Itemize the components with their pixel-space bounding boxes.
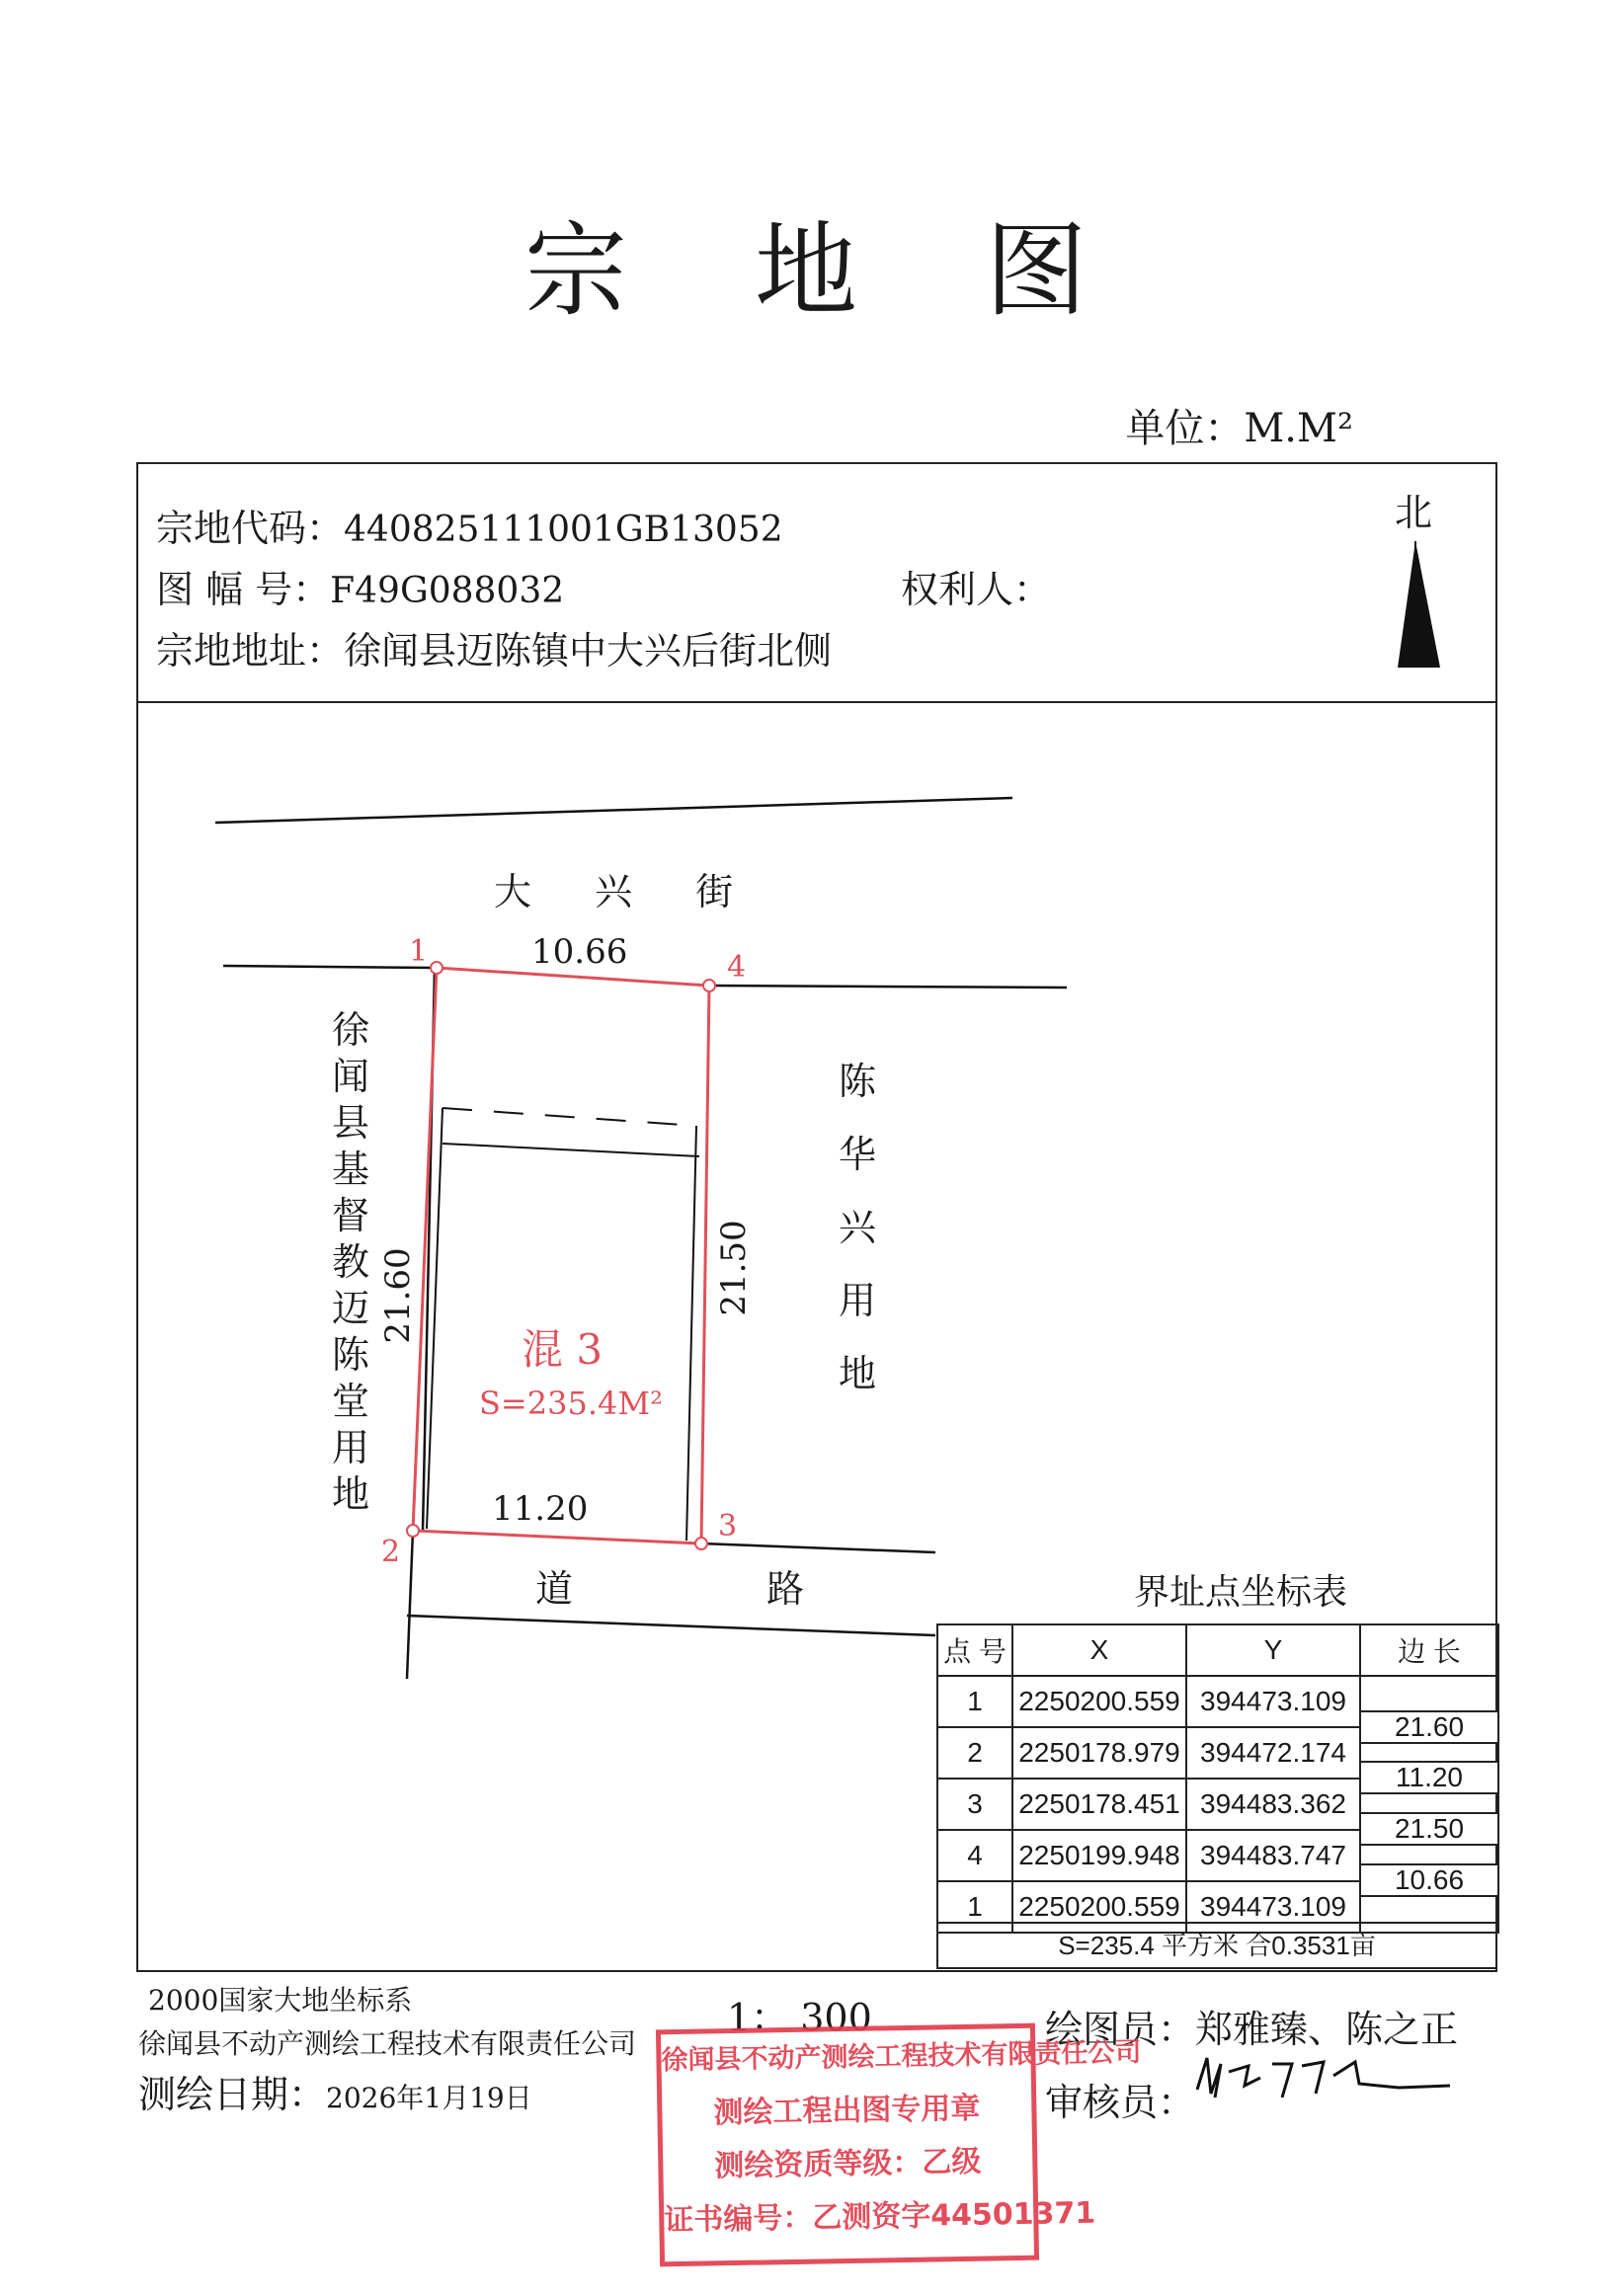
table-row [937, 1676, 1498, 1727]
edge-length-bottom: 11.20 [492, 1489, 589, 1529]
edge-length-top: 10.66 [531, 932, 628, 972]
sheet-no-value: F49G088032 [330, 571, 565, 611]
cell-y: 394483.362 [1186, 1779, 1360, 1830]
boundary-point-2 [407, 1525, 419, 1537]
cell-edge [1360, 1676, 1498, 1742]
col-header-edge: 边 长 [1360, 1624, 1498, 1676]
edge-length-value: 10.66 [1361, 1863, 1497, 1897]
cell-x: 2250200.559 [1012, 1881, 1186, 1933]
table-header-row [937, 1624, 1498, 1676]
road-north-label: 大 兴 街 [494, 870, 760, 913]
cell-y: 394472.174 [1186, 1727, 1360, 1779]
cell-pt: 1 [937, 1881, 1012, 1933]
survey-date-row [138, 2064, 532, 2118]
west-neighbor-label: 徐闻县基督教迈陈堂用地 [331, 1008, 369, 1516]
parcel-code-label: 宗地代码： [156, 507, 345, 550]
edge-length-right: 21.50 [714, 1220, 754, 1316]
cell-x: 2250178.979 [1012, 1727, 1186, 1779]
building-north-wall [443, 1144, 699, 1156]
map-scale: 1： 300 [727, 1996, 872, 2039]
boundary-line-nw [223, 966, 435, 968]
boundary-point-1 [431, 962, 443, 974]
reviewer-signature [1197, 2058, 1450, 2098]
cell-pt: 1 [937, 1676, 1012, 1727]
point-no-1: 1 [409, 934, 429, 969]
survey-date-label: 测绘日期： [138, 2073, 327, 2116]
drafter-names: 郑雅臻、陈之正 [1195, 2008, 1459, 2051]
point-no-2: 2 [381, 1535, 401, 1569]
survey-company: 徐闻县不动产测绘工程技术有限责任公司 [138, 2027, 637, 2060]
cell-x: 2250200.559 [1012, 1676, 1186, 1727]
edge-length-value: 21.60 [1361, 1710, 1497, 1744]
sheet-no-label: 图 幅 号： [156, 568, 331, 611]
survey-date-value: 2026年1月19日 [326, 2082, 532, 2114]
cell-pt: 4 [937, 1830, 1012, 1881]
north-label: 北 [1395, 491, 1433, 534]
col-header-x: X [1012, 1624, 1186, 1676]
edge-length-value: 11.20 [1361, 1761, 1497, 1794]
cell-x: 2250178.451 [1012, 1779, 1186, 1830]
reviewer-label: 审核员： [1045, 2081, 1196, 2124]
area-summary: S=235.4 平方米 合0.3531亩 [936, 1922, 1497, 1969]
boundary-line-ne [709, 986, 1067, 988]
address-value: 徐闻县迈陈镇中大兴后街北侧 [344, 629, 833, 673]
parcel-boundary [413, 968, 709, 1544]
page-title: 宗 地 图 [524, 210, 1136, 331]
cell-x: 2250199.948 [1012, 1830, 1186, 1881]
road-south-label: 道 路 [535, 1567, 896, 1611]
parcel-area-label: S=235.4M² [479, 1385, 663, 1422]
coordinate-table [936, 1623, 1499, 1934]
parcel-class-label: 混 3 [522, 1325, 604, 1374]
point-no-3: 3 [718, 1509, 738, 1544]
address-label: 宗地地址： [156, 629, 345, 673]
cell-pt: 3 [937, 1779, 1012, 1830]
unit-label: 单位：M.M² [1125, 406, 1353, 451]
boundary-point-4 [703, 980, 715, 991]
boundary-point-3 [695, 1538, 707, 1549]
east-neighbor-label: 陈华兴用地 [838, 1060, 876, 1395]
cell-y: 394473.109 [1186, 1881, 1360, 1933]
coordinate-table-title: 界址点坐标表 [1134, 1572, 1348, 1613]
road-south-line-a [701, 1544, 935, 1552]
building-east-wall [686, 1126, 696, 1541]
building-dashed-line [443, 1108, 696, 1126]
col-header-point: 点 号 [937, 1624, 1012, 1676]
north-arrow-icon [1398, 541, 1440, 668]
stamp-line-2: 测绘工程出图专用章 [713, 2091, 981, 2131]
stamp-line-3: 测绘资质等级：乙级 [714, 2144, 982, 2184]
owner-label: 权利人： [901, 568, 1052, 611]
road-south-line-b [407, 1616, 935, 1635]
stamp-line-1: 徐闻县不动产测绘工程技术有限责任公司 [661, 2036, 1142, 2077]
cell-pt: 2 [937, 1727, 1012, 1779]
west-road-line [407, 1531, 413, 1679]
col-header-y: Y [1186, 1624, 1360, 1676]
edge-length-value: 21.50 [1361, 1812, 1497, 1846]
drafter-label: 绘图员： [1045, 2008, 1196, 2051]
edge-length-left: 21.60 [378, 1247, 418, 1344]
cell-y: 394483.747 [1186, 1830, 1360, 1881]
stamp-line-4: 证书编号：乙测资字44501371 [664, 2195, 1096, 2239]
road-north-line [215, 798, 1012, 823]
point-no-4: 4 [727, 950, 747, 985]
coordinate-system: 2000国家大地坐标系 [148, 1984, 413, 2017]
parcel-code-value: 440825111001GB13052 [344, 510, 783, 550]
cell-y: 394473.109 [1186, 1676, 1360, 1727]
